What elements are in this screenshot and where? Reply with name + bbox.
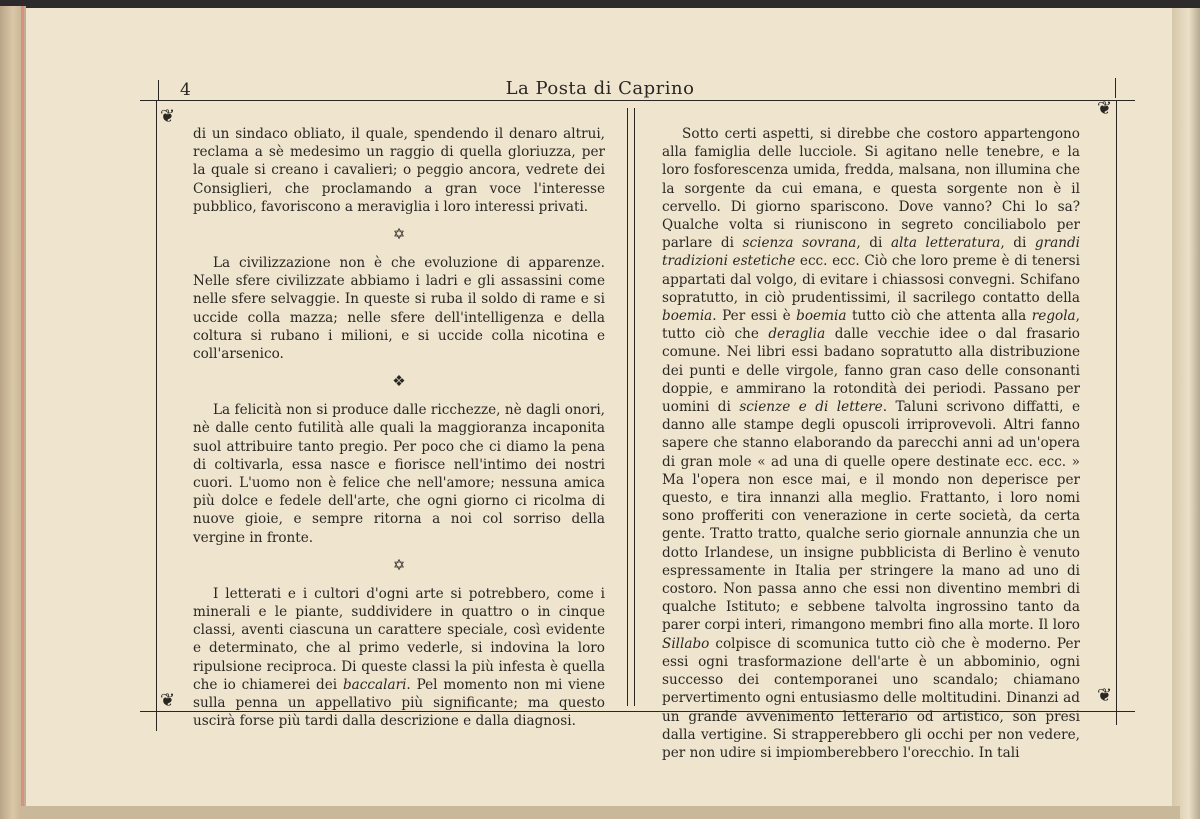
italic-run: deraglia bbox=[768, 326, 826, 343]
italic-run: grandi tradizioni estetiche bbox=[662, 235, 1080, 270]
paragraph: La civilizzazione non è che evoluzione di apparenze. Nelle sfere civilizzate abbiamo i ladri e gli assassini come nelle sfere selvaggie. In queste si ruba il soldo di rame e si uccide colla mazza; nelle sfere dell'intelligenza e della coltura si rubano i milioni, e si uccide colla nicotina e coll'arsenico. bbox=[193, 255, 605, 363]
paragraph bbox=[662, 125, 1080, 762]
italic-run: alta letteratura bbox=[890, 235, 1001, 252]
book-binding bbox=[0, 6, 26, 819]
corner-ornament-icon: ❦ bbox=[160, 690, 176, 711]
italic-run: Sillabo bbox=[662, 635, 710, 652]
corner-ornament-icon: ❦ bbox=[1097, 685, 1113, 706]
frame-right-rule bbox=[1116, 100, 1117, 711]
text-run: . Per essi è bbox=[712, 308, 797, 325]
footer-tick-right bbox=[1116, 711, 1117, 725]
paragraph: di un sindaco obliato, il quale, spendendo il denaro altrui, reclama a sè medesimo un raggio di quella gloriuzza, per la quale si creano i cavalieri; o peggio ancora, vedrete dei Consiglieri, che proclamando a gran voce l'interesse pubblico, favoriscono a meraviglia i loro interessi privati. bbox=[193, 126, 605, 215]
page-number: 4 bbox=[180, 80, 191, 100]
text-run: colpisce di scomunica tutto ciò che è moderno. Per essi ogni trasformazione dell'arte è un abbominio, ogni successo dei contemporanei uno scandalo; chiamano pervertimento ogni entusiasmo delle moltitudini. Dinanzi ad un grande avvenimento letterario od artistico, son presi dalla vertigine. Si strapperebbero gli occhi per non vedere, per non udire si impiomberebbero l'orecchio. In tali bbox=[662, 635, 1080, 761]
text-run: Sotto certi aspetti, si direbbe che costoro appartengono alla famiglia delle lucciole. Si agitano nelle tenebre, e la loro fosforescenza umida, fredda, malsana, non illumina che la sorgente da cui emana, e questa sorgente non è il cervello. Di giorno spariscono. Dove vanno? Chi lo sa? Qualche volta si riuniscono in segreto conciliabolo per parlare di bbox=[662, 126, 1080, 252]
text-run: ecc. ecc. Ciò che loro preme è di tenersi appartati dal volgo, di evitare i chiassosi convegni. Schifano sopratutto, in ciò prudentissimi, il sacrilego contatto della bbox=[662, 253, 1080, 306]
italic-run: regola bbox=[1031, 308, 1076, 325]
right-column bbox=[662, 125, 1080, 762]
text-run: , di bbox=[856, 235, 891, 252]
column-divider-2 bbox=[634, 108, 635, 706]
corner-ornament-icon: ❦ bbox=[160, 106, 176, 127]
left-column bbox=[193, 125, 605, 730]
frame-top-rule bbox=[140, 100, 1135, 101]
star-ornament-icon: ✡ bbox=[392, 225, 406, 244]
footer-tick-left bbox=[156, 711, 157, 731]
diamond-ornament-icon: ❖ bbox=[392, 372, 406, 391]
next-page-edge bbox=[1172, 8, 1200, 819]
italic-run: boemia bbox=[662, 308, 713, 325]
paragraph bbox=[193, 585, 605, 731]
text-run: tutto ciò che attenta alla bbox=[846, 308, 1032, 325]
corner-ornament-icon: ❦ bbox=[1097, 98, 1113, 119]
text-run: . Pel momento non mi viene sulla penna un appellativo più significante; ma questo uscirà forse più tardi dalla descrizione e dalla diagnosi. bbox=[193, 676, 605, 730]
italic-run: boemia bbox=[796, 308, 847, 325]
running-title: La Posta di Caprino bbox=[505, 78, 695, 99]
column-divider-1 bbox=[627, 108, 628, 706]
text-run: dalle vecchie idee o dal frasario comune. Nei libri essi badano sopratutto alla distribuzione dei punti e delle virgole, fanno gran caso delle consonanti doppie, e ammirano la rotondità dei periodi. Passano per uomini di bbox=[662, 326, 1080, 416]
text-run: , di bbox=[1000, 235, 1035, 252]
text-run: . Taluni scrivono diffatti, e danno alle stampe degli opuscoli irriprovevoli. Altri fanno sapere che stanno elaborando da parecchi anni ad un'opera di gran mole « ad una di quelle opere destinate ecc. ecc. » Ma l'opera non esce mai, e il mondo non deperisce per questo, e tira innanzi alla meglio. Frattanto, i loro nomi sono profferiti con venerazione in certe società, da certa gente. Tratto tratto, qualche serio giornale annunzia che un dotto Irlandese, un insigne pubblicista di Berlino è venuto espressamente in Italia per stringere la mano ad uno di costoro. Non passa anno che essi non diventino membri di qualche Istituto; e sebbene talvolta ingrossino tanto da parer corpi interi, rimangono membri fino alla morte. Il loro bbox=[662, 399, 1080, 634]
text-run: , tutto ciò che bbox=[662, 308, 1080, 343]
italic-run: baccalari bbox=[342, 676, 407, 693]
italic-run: scienze e di lettere bbox=[739, 399, 883, 416]
italic-run: scienza sovrana bbox=[742, 235, 857, 252]
book-bottom-edge bbox=[20, 806, 1180, 819]
star-ornament-icon: ✡ bbox=[392, 555, 406, 574]
frame-left-rule bbox=[156, 100, 157, 711]
paragraph: La felicità non si produce dalle ricchezze, nè dagli onori, nè dalle cento futilità alle quali la maggioranza incaponita suol attribuire tanto pregio. Per poco che ci diamo la pena di coltivarla, essa nasce e fiorisce nell'intimo dei nostri cuori. L'uomo non è felice che nell'amore; nessuna amica più dolce e fedele dell'arte, che ogni giorno ci ricolma di nuove gioie, e sempre ritorna a noi col sorriso della vergine in fronte. bbox=[193, 402, 605, 546]
text-run: I letterati e i cultori d'ogni arte si potrebbero, come i minerali e le piante, suddividere in quattro o in cinque classi, aventi ciascuna un carattere speciale, così evidente e determinato, che al primo vederle, si indovina la loro ripulsione reciproca. Di queste classi la più infesta è quella che io chiamerei dei bbox=[193, 585, 605, 693]
